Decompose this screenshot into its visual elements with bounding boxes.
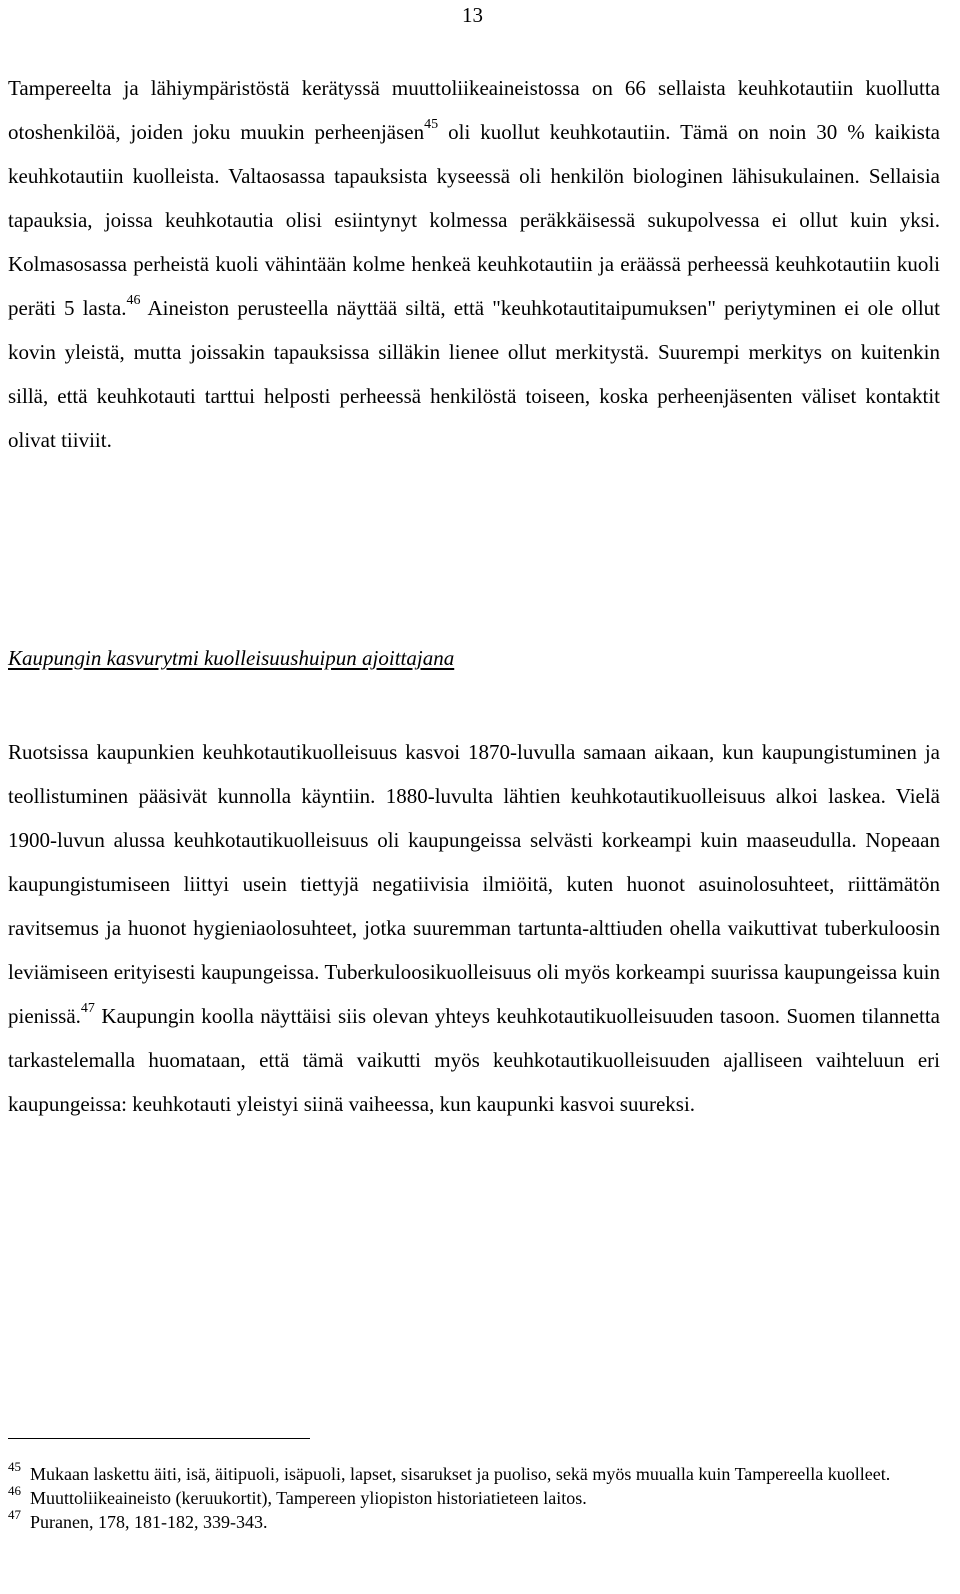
footnote-item: $^{47}$ Puranen, 178, 181-182, 339-343.: [8, 1507, 268, 1532]
footnote-text: Muuttoliikeaineisto (keruukortit), Tampereen yliopiston historiatieteen laitos.: [30, 1488, 587, 1508]
footnote-reference[interactable]: 45: [424, 117, 439, 132]
footnote-text: Puranen, 178, 181-182, 339-343.: [30, 1512, 268, 1532]
page-number: 13: [462, 3, 483, 27]
footnote-text: Mukaan laskettu äiti, isä, äitipuoli, isäpuoli, lapset, sisarukset ja puoliso, sekä myös muualla kuin Tampereella kuolleet.: [30, 1464, 891, 1484]
footnote-item: $^{46}$ Muuttoliikeaineisto (keruukortit), Tampereen yliopiston historiatieteen laitos.: [8, 1483, 587, 1508]
footnote-reference[interactable]: 47: [80, 1001, 95, 1016]
paragraph-text: oli kuollut keuhkotautiin. Tämä on noin 30 % kaikista keuhkotautiin kuolleista. Valtaosassa tapauksista kyseessä oli henkilön biologinen lähisukulainen. Sellaisia tapauksia, joissa keuhkotautia olisi esiintynyt kolmessa peräkkäisessä sukupolvessa ei ollut kuin yksi. Kolmasosassa perheistä kuoli vähintään kolme henkeä keuhkotautiin ja eräässä perheessä keuhkotautiin kuoli peräti 5 lasta.: [8, 120, 940, 320]
footnote-divider: [8, 1438, 310, 1439]
paragraph-text: Tampereelta ja lähiympäristöstä kerätyssä muuttoliikeaineistossa on 66 sellaista keuhkotautiin kuollutta otoshenkilöä, joiden joku muukin perheenjäsen: [8, 76, 940, 144]
paragraph-text: Kaupungin koolla näyttäisi siis olevan yhteys keuhkotautikuolleisuuden tasoon. Suomen tilannetta tarkastelemalla huomataan, että tämä vaikutti myös keuhkotautikuolleisuuden ajalliseen vaihteluun eri kaupungeissa: keuhkotauti yleistyi siinä vaiheessa, kun kaupunki kasvoi suureksi.: [8, 1004, 940, 1116]
footnote-reference[interactable]: 46: [126, 293, 141, 308]
body-paragraph-1: [8, 66, 940, 462]
footnote-item: $^{45}$ Mukaan laskettu äiti, isä, äitipuoli, isäpuoli, lapset, sisarukset ja puoliso, sekä myös muualla kuin Tampereella kuolleet.: [8, 1459, 891, 1484]
paragraph-text: Ruotsissa kaupunkien keuhkotautikuolleisuus kasvoi 1870-luvulla samaan aikaan, kun kaupungistuminen ja teollistuminen pääsivät kunnolla käyntiin. 1880-luvulta lähtien keuhkotautikuolleisuus alkoi laskea. Vielä 1900-luvun alussa keuhkotautikuolleisuus oli kaupungeissa selvästi korkeampi kuin maaseudulla. Nopeaan kaupungistumiseen liittyi usein tiettyjä negatiivisia ilmiöitä, kuten huonot asuinolosuhteet, riittämätön ravitsemus ja huonot hygieniaolosuhteet, jotka suuremman tartunta-alttiuden ohella vaikuttivat tuberkuloosin leviämiseen erityisesti kaupungeissa. Tuberkuloosikuolleisuus oli myös korkeampi suurissa kaupungeissa kuin pienissä.: [8, 740, 940, 1028]
body-paragraph-2: [8, 730, 940, 1126]
footnotes: [8, 1459, 944, 1534]
paragraph-text: Aineiston perusteella näyttää siltä, että "keuhkotautitaipumuksen" periytyminen ei ole ollut kovin yleistä, mutta joissakin tapauksissa silläkin lienee ollut merkitystä. Suurempi merkitys on kuitenkin sillä, että keuhkotauti tarttui helposti perheessä henkilöstä toiseen, koska perheenjäsenten väliset kontaktit olivat tiiviit.: [8, 296, 940, 452]
section-heading: Kaupungin kasvurytmi kuolleisuushuipun ajoittajana: [8, 646, 455, 670]
